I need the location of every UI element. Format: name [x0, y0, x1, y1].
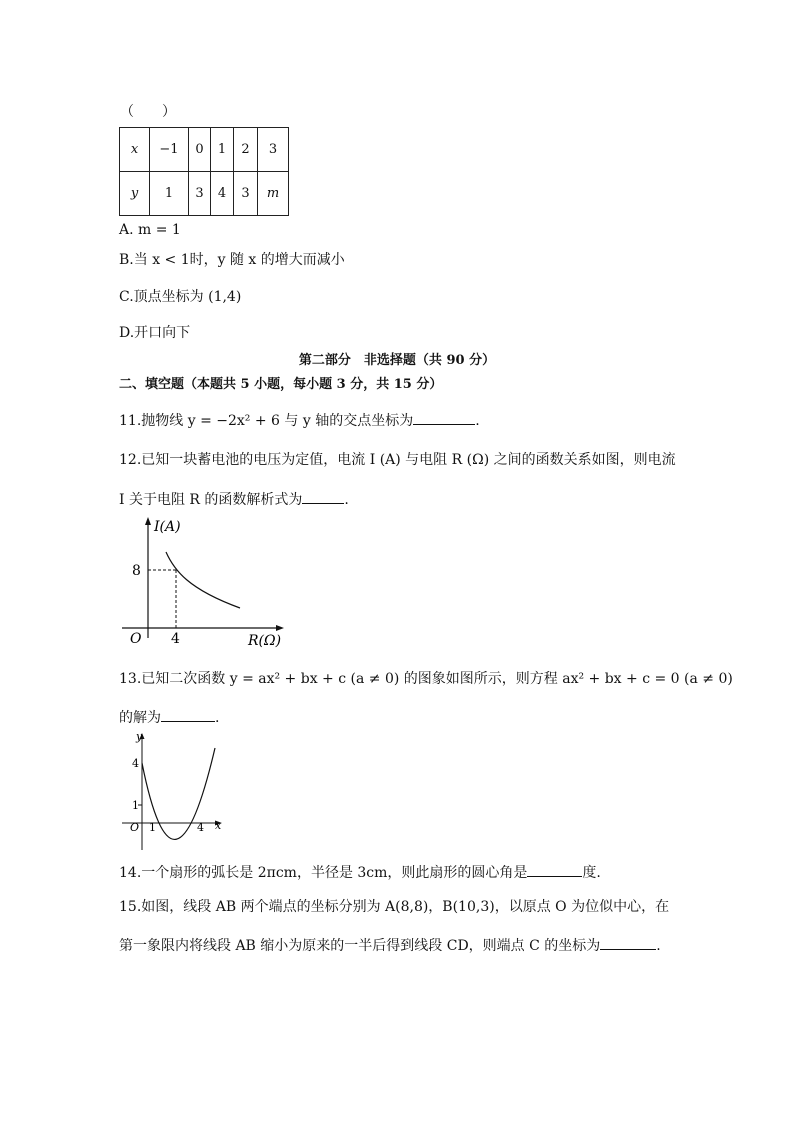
y-tick-label: 1 — [132, 799, 139, 812]
question-13-suffix: . — [215, 710, 220, 726]
question-11 — [119, 410, 480, 430]
y-cell: m — [258, 172, 289, 216]
question-13-line1: 13.已知二次函数 y = ax² + bx + c (a ≠ 0) 的图象如图所示，则方程 ax² + bx + c = 0 (a ≠ 0) — [119, 671, 733, 687]
option-a: A. m = 1 — [119, 222, 181, 238]
y-tick-label: 4 — [132, 757, 139, 770]
question-15-suffix: . — [656, 938, 661, 954]
question-12-text: I 关于电阻 R 的函数解析式为 — [119, 492, 303, 508]
question-11-suffix: . — [475, 413, 480, 429]
table-row-y — [120, 172, 289, 216]
x-cell: 1 — [211, 128, 234, 172]
question-13-text: 的解为 — [119, 710, 161, 726]
y-cell: 3 — [189, 172, 211, 216]
question-11-text: 11.抛物线 y = −2x² + 6 与 y 轴的交点坐标为 — [119, 413, 414, 429]
x-axis-label: x — [215, 819, 222, 832]
point-y-label: 8 — [132, 563, 141, 579]
answer-blank-13[interactable] — [161, 707, 215, 722]
question-15-line2 — [119, 935, 661, 955]
section-title: 二、填空题（本题共 5 小题，每小题 3 分，共 15 分） — [119, 377, 443, 392]
parabola-graph — [118, 728, 228, 856]
table-row-x — [120, 128, 289, 172]
x-cell: 2 — [234, 128, 258, 172]
answer-blank-12[interactable] — [302, 489, 344, 504]
x-axis-label: R(Ω) — [248, 633, 282, 649]
question-15-text: 第一象限内将线段 AB 缩小为原来的一半后得到线段 CD，则端点 C 的坐标为 — [119, 938, 601, 954]
option-d: D.开口向下 — [119, 325, 191, 341]
row-label-x: x — [120, 128, 150, 172]
question-12-line1: 12.已知一块蓄电池的电压为定值，电流 I (A) 与电阻 R (Ω) 之间的函数关系如图，则电流 — [119, 452, 676, 468]
x-axis-arrow — [276, 625, 284, 631]
x-cell: 3 — [258, 128, 289, 172]
question-15-line1: 15.如图，线段 AB 两个端点的坐标分别为 A(8,8)，B(10,3)，以原点 O 为位似中心，在 — [119, 899, 670, 915]
x-cell: −1 — [150, 128, 189, 172]
point-x-label: 4 — [171, 631, 180, 647]
question-13-line2 — [119, 707, 219, 727]
option-b: B.当 x < 1时，y 随 x 的增大而减小 — [119, 252, 345, 268]
answer-blank-14[interactable] — [527, 862, 582, 877]
y-axis-label: I(A) — [154, 519, 181, 535]
y-cell: 1 — [150, 172, 189, 216]
x-cell: 0 — [189, 128, 211, 172]
x-tick-label: 4 — [197, 821, 204, 834]
x-tick-label: 1 — [149, 821, 156, 834]
y-cell: 4 — [211, 172, 234, 216]
question-12-line2 — [119, 489, 349, 509]
y-axis-label: y — [136, 730, 143, 743]
question-12-suffix: . — [344, 492, 349, 508]
inverse-curve — [166, 552, 240, 608]
answer-parentheses: （ ） — [120, 104, 176, 120]
row-label-y: y — [120, 172, 150, 216]
answer-blank-11[interactable] — [413, 410, 475, 425]
origin-label: O — [130, 631, 142, 647]
option-c: C.顶点坐标为 (1,4) — [119, 289, 242, 305]
y-cell: 3 — [234, 172, 258, 216]
current-resistance-graph — [118, 515, 288, 650]
part-title: 第二部分 非选择题（共 90 分） — [298, 353, 496, 368]
answer-blank-15[interactable] — [600, 935, 656, 950]
value-table — [119, 127, 289, 216]
y-axis-arrow — [145, 517, 151, 525]
question-14-suffix: 度. — [582, 865, 601, 881]
question-14 — [119, 862, 601, 882]
origin-label: O — [130, 821, 140, 834]
question-14-text: 14.一个扇形的弧长是 2πcm，半径是 3cm，则此扇形的圆心角是 — [119, 865, 528, 881]
